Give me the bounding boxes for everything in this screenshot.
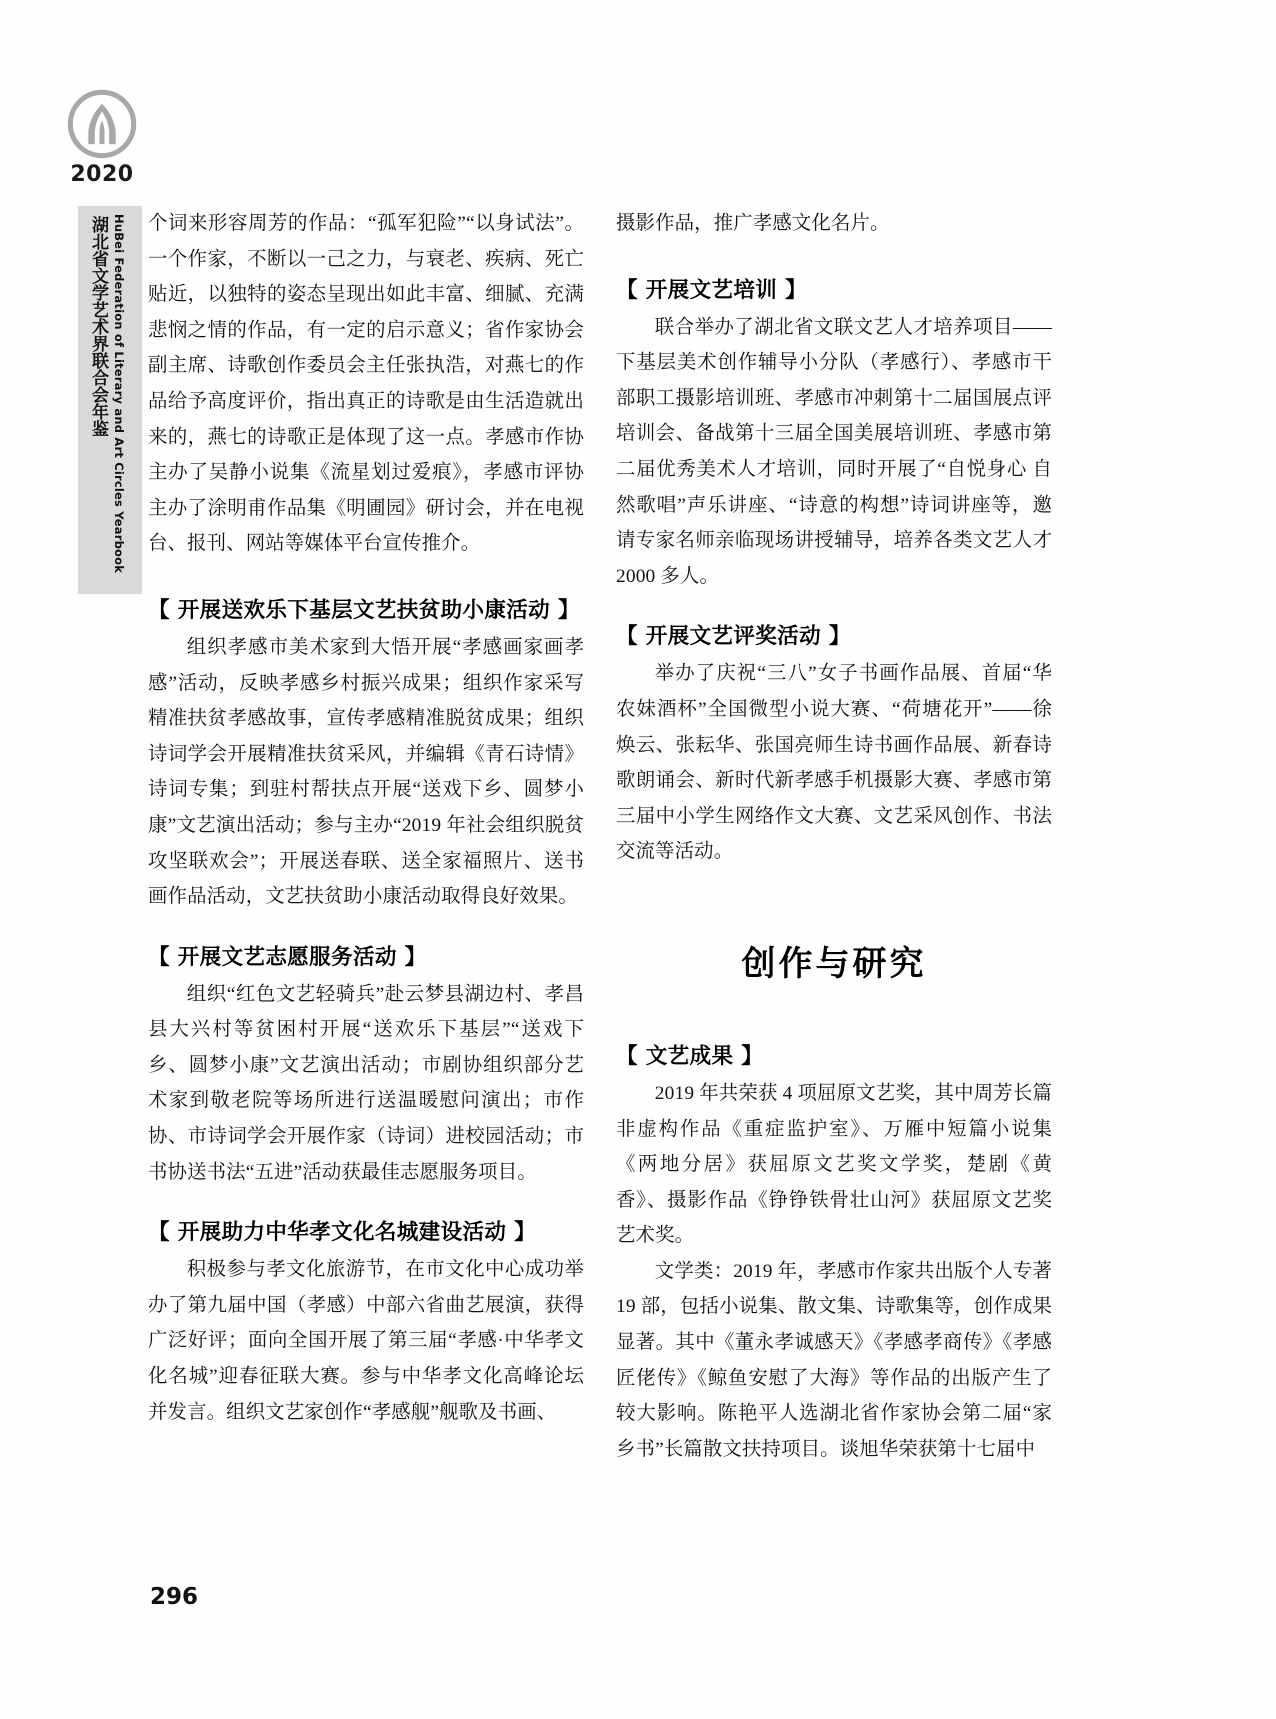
section-body-volunteer-service: 组织“红色文艺轻骑兵”赴云梦县湖边村、孝昌县大兴村等贫困村开展“送欢乐下基层”“送戏下乡、圆梦小康”文艺演出活动；市剧协组织部分艺术家到敬老院等场所进行送温暖慰问演出；市作协、市诗词学会开展作家（诗词）进校园活动；市书协送书法“五进”活动获最佳志愿服务项目。: [148, 983, 584, 1183]
section-body-arts-training: 联合举办了湖北省文联文艺人才培养项目——下基层美术创作辅导小分队（孝感行）、孝感市干部职工摄影培训班、孝感市冲刺第十二届国展点评培训会、备战第十三届全国美展培训班、孝感市第二届优秀美术人才培训，同时开展了“自悦身心 自然歌唱”声乐讲座、“诗意的构想”诗词讲座等，邀请专家名师亲临现场讲授辅导，培养各类文艺人才 2000 多人。: [616, 316, 1052, 587]
section-heading-filial-culture-city: 【 开展助力中华孝文化名城建设活动 】: [148, 1220, 537, 1246]
section-heading-arts-awards: 【 开展文艺评奖活动 】: [616, 624, 851, 650]
left-text-column: [148, 206, 584, 1430]
publisher-logo: [62, 88, 142, 186]
section-heading-poverty-relief: 【 开展送欢乐下基层文艺扶贫助小康活动 】: [148, 597, 580, 623]
page-margin-zone: [62, 88, 199, 1610]
right-continued-paragraph: 摄影作品，推广孝感文化名片。: [616, 213, 890, 234]
section-body-poverty-relief: 组织孝感市美术家到大悟开展“孝感画家画孝感”活动，反映孝感乡村振兴成果；组织作家采写精准扶贫孝感故事，宣传孝感精准脱贫成果；组织诗词学会开展精准扶贫采风，并编辑《青石诗情》诗词专集；到驻村帮扶点开展“送戏下乡、圆梦小康”文艺演出活动；参与主办“2019 年社会组织脱贫攻坚联欢会”；开展送春联、送全家福照片、送书画作品活动，文艺扶贫助小康活动取得良好效果。: [148, 636, 584, 908]
section-heading-volunteer-service: 【 开展文艺志愿服务活动 】: [148, 944, 427, 970]
left-continued-paragraph: 个词来形容周芳的作品：“孤军犯险”“以身试法”。一个作家，不断以一己之力，与衰老、疾病、死亡贴近，以独特的姿态呈现出如此丰富、细腻、充满悲悯之情的作品，有一定的启示意义；省作家协会副主席、诗歌创作委员会主任张执浩，对燕七的作品给予高度评价，指出真正的诗歌是由生活造就出来的，燕七的诗歌正是体现了这一点。孝感市作协主办了吴静小说集《流星划过爱痕》，孝感市评协主办了涂明甫作品集《明圃园》研讨会，并在电视台、报刊、网站等媒体平台宣传推介。: [148, 213, 584, 555]
logo-year: 2020: [70, 162, 134, 187]
hubei-federation-emblem-icon: [66, 88, 138, 160]
spine-title-chinese: 湖北省文学艺术界联合会年鉴: [88, 216, 108, 437]
section-body-achievements-literature: 文学类：2019 年，孝感市作家共出版个人专著 19 部，包括小说集、散文集、诗歌集等，创作成果显著。其中《董永孝诚感天》《孝感孝商传》《孝感匠佬传》《鲸鱼安慰了大海》等作品的出版产生了较大影响。陈艳平人选湖北省作家协会第二届“家乡书”长篇散文扶持项目。谈旭华荣获第十七届中: [616, 1260, 1052, 1460]
part-title-creation-and-research: 创作与研究: [741, 943, 927, 984]
section-body-filial-culture-city: 积极参与孝文化旅游节，在市文化中心成功举办了第九届中国（孝感）中部六省曲艺展演，获得广泛好评；面向全国开展了第三届“孝感·中华孝文化名城”迎春征联大赛。参与中华孝文化高峰论坛并发言。组织文艺家创作“孝感舰”舰歌及书画、: [148, 1259, 584, 1423]
section-body-achievements-awards: 2019 年共荣获 4 项屈原文艺奖，其中周芳长篇非虚构作品《重症监护室》、万雁中短篇小说集《两地分居》获屈原文艺奖文学奖，楚剧《黄香》、摄影作品《铮铮铁骨壮山河》获屈原文艺奖艺术奖。: [616, 1082, 1052, 1247]
right-text-column: [616, 206, 1052, 1467]
section-heading-arts-training: 【 开展文艺培训 】: [616, 277, 807, 303]
section-heading-artistic-achievements: 【 文艺成果 】: [616, 1043, 764, 1069]
section-body-arts-awards: 举办了庆祝“三八”女子书画作品展、首届“华农妹酒杯”全国微型小说大赛、“荷塘花开”——徐焕云、张耘华、张国亮师生诗书画作品展、新春诗歌朗诵会、新时代新孝感手机摄影大赛、孝感市第三届中小学生网络作文大赛、文艺采风创作、书法交流等活动。: [616, 663, 1052, 863]
page-number: 296: [150, 1584, 199, 1610]
spine-title-english: HuBei Federation of Literary and Art Circles Yearbook: [112, 214, 126, 574]
